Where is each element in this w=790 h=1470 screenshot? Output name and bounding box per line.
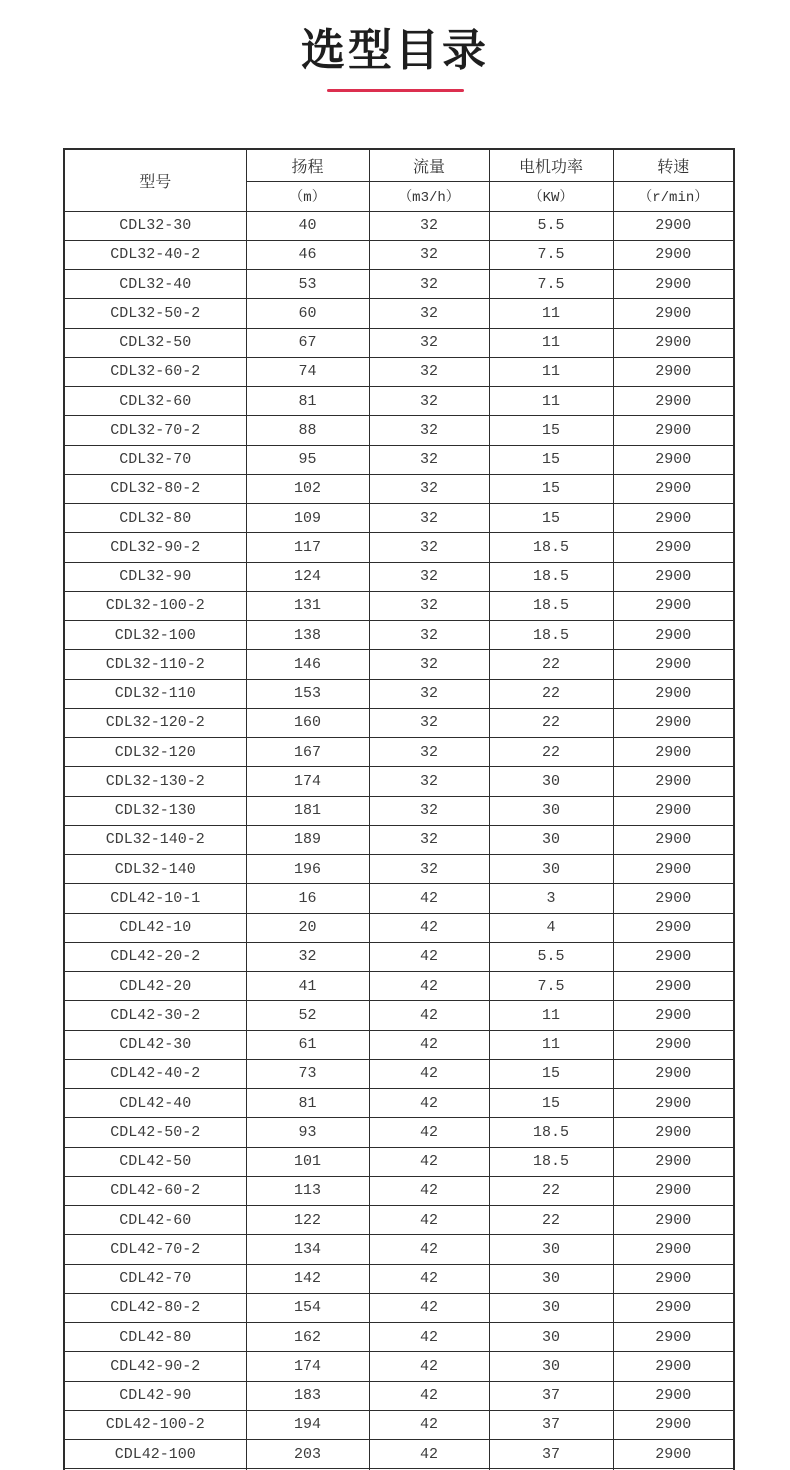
cell-model: CDL42-20-2 [64,942,246,971]
cell-head: 73 [246,1059,369,1088]
header-row-names [64,149,734,181]
cell-power: 15 [489,504,613,533]
cell-model: CDL32-100 [64,621,246,650]
cell-model: CDL32-50 [64,328,246,357]
table-row [64,679,734,708]
cell-flow: 32 [369,533,489,562]
cell-flow: 32 [369,767,489,796]
cell-model: CDL32-70-2 [64,416,246,445]
cell-head: 67 [246,328,369,357]
cell-model: CDL32-100-2 [64,591,246,620]
cell-model: CDL32-30 [64,211,246,240]
cell-power: 37 [489,1381,613,1410]
cell-speed: 2900 [613,972,734,1001]
cell-flow: 32 [369,270,489,299]
cell-speed: 2900 [613,708,734,737]
cell-model: CDL42-70 [64,1264,246,1293]
cell-flow: 32 [369,240,489,269]
table-row [64,972,734,1001]
cell-speed: 2900 [613,1118,734,1147]
cell-speed: 2900 [613,650,734,679]
cell-speed: 2900 [613,913,734,942]
cell-power: 15 [489,1059,613,1088]
table-row [64,328,734,357]
cell-speed: 2900 [613,387,734,416]
col-unit-speed: （r/min） [613,181,734,211]
cell-model: CDL42-70-2 [64,1235,246,1264]
cell-model: CDL32-90-2 [64,533,246,562]
cell-flow: 32 [369,357,489,386]
cell-flow: 42 [369,1059,489,1088]
cell-flow: 42 [369,884,489,913]
cell-head: 53 [246,270,369,299]
cell-head: 61 [246,1030,369,1059]
cell-model: CDL42-50-2 [64,1118,246,1147]
cell-head: 142 [246,1264,369,1293]
table-row [64,1176,734,1205]
cell-flow: 42 [369,1030,489,1059]
cell-flow: 42 [369,1089,489,1118]
cell-power: 15 [489,1089,613,1118]
cell-flow: 32 [369,416,489,445]
cell-model: CDL32-120 [64,738,246,767]
table-row [64,299,734,328]
cell-model: CDL32-70 [64,445,246,474]
cell-power: 5.5 [489,211,613,240]
page-title: 选型目录 [301,26,489,75]
cell-head: 162 [246,1323,369,1352]
cell-speed: 2900 [613,796,734,825]
cell-speed: 2900 [613,562,734,591]
cell-head: 32 [246,942,369,971]
cell-head: 146 [246,650,369,679]
cell-head: 46 [246,240,369,269]
cell-model: CDL32-40 [64,270,246,299]
table-row [64,913,734,942]
cell-flow: 42 [369,1147,489,1176]
cell-power: 37 [489,1410,613,1439]
cell-power: 11 [489,1001,613,1030]
cell-model: CDL32-60-2 [64,357,246,386]
table-row [64,1264,734,1293]
table-row [64,1118,734,1147]
cell-head: 41 [246,972,369,1001]
cell-flow: 32 [369,474,489,503]
cell-flow: 32 [369,562,489,591]
cell-speed: 2900 [613,328,734,357]
table-row [64,621,734,650]
cell-model: CDL42-100 [64,1440,246,1469]
cell-speed: 2900 [613,1323,734,1352]
cell-head: 117 [246,533,369,562]
cell-power: 15 [489,416,613,445]
cell-head: 102 [246,474,369,503]
cell-model: CDL42-60-2 [64,1176,246,1205]
col-header-power: 电机功率 [489,149,613,181]
cell-flow: 42 [369,1410,489,1439]
cell-head: 101 [246,1147,369,1176]
table-row [64,445,734,474]
table-row [64,855,734,884]
cell-speed: 2900 [613,855,734,884]
cell-power: 3 [489,884,613,913]
cell-speed: 2900 [613,1001,734,1030]
cell-flow: 32 [369,796,489,825]
cell-flow: 32 [369,621,489,650]
cell-model: CDL32-110-2 [64,650,246,679]
cell-power: 7.5 [489,972,613,1001]
cell-model: CDL42-40 [64,1089,246,1118]
cell-speed: 2900 [613,1264,734,1293]
cell-model: CDL32-110 [64,679,246,708]
cell-power: 37 [489,1440,613,1469]
cell-speed: 2900 [613,270,734,299]
col-header-head: 扬程 [246,149,369,181]
cell-speed: 2900 [613,416,734,445]
table-body [64,211,734,1470]
cell-power: 4 [489,913,613,942]
cell-model: CDL42-20 [64,972,246,1001]
cell-head: 154 [246,1293,369,1322]
table-row [64,1059,734,1088]
cell-power: 30 [489,1352,613,1381]
cell-speed: 2900 [613,1381,734,1410]
cell-flow: 32 [369,679,489,708]
cell-speed: 2900 [613,1059,734,1088]
table-row [64,1030,734,1059]
cell-power: 22 [489,1206,613,1235]
cell-head: 93 [246,1118,369,1147]
col-header-model: 型号 [64,149,246,211]
cell-power: 22 [489,708,613,737]
cell-power: 11 [489,1030,613,1059]
cell-power: 18.5 [489,562,613,591]
cell-power: 18.5 [489,1147,613,1176]
cell-speed: 2900 [613,357,734,386]
table-row [64,357,734,386]
table-row [64,1352,734,1381]
cell-head: 196 [246,855,369,884]
cell-model: CDL42-100-2 [64,1410,246,1439]
cell-power: 18.5 [489,591,613,620]
cell-head: 124 [246,562,369,591]
table-row [64,1323,734,1352]
cell-head: 189 [246,825,369,854]
cell-flow: 42 [369,1176,489,1205]
table-row [64,211,734,240]
cell-head: 174 [246,1352,369,1381]
cell-speed: 2900 [613,1235,734,1264]
cell-flow: 32 [369,825,489,854]
cell-flow: 42 [369,942,489,971]
cell-speed: 2900 [613,1440,734,1469]
cell-speed: 2900 [613,445,734,474]
cell-head: 138 [246,621,369,650]
table-row [64,1440,734,1469]
table-row [64,504,734,533]
selection-table [63,148,735,1470]
table-row [64,270,734,299]
cell-model: CDL32-60 [64,387,246,416]
title-block [0,0,790,92]
cell-head: 40 [246,211,369,240]
col-unit-power: （KW） [489,181,613,211]
cell-model: CDL32-80-2 [64,474,246,503]
table-row [64,767,734,796]
cell-power: 22 [489,1176,613,1205]
table-row [64,240,734,269]
cell-flow: 42 [369,1206,489,1235]
table-row [64,825,734,854]
table-row [64,650,734,679]
cell-speed: 2900 [613,621,734,650]
cell-flow: 42 [369,1440,489,1469]
table-row [64,796,734,825]
table-row [64,1293,734,1322]
cell-model: CDL32-130 [64,796,246,825]
cell-model: CDL32-120-2 [64,708,246,737]
cell-power: 5.5 [489,942,613,971]
cell-power: 18.5 [489,621,613,650]
cell-speed: 2900 [613,679,734,708]
cell-power: 22 [489,738,613,767]
cell-power: 30 [489,1293,613,1322]
cell-model: CDL42-80 [64,1323,246,1352]
cell-head: 20 [246,913,369,942]
table-row [64,387,734,416]
table-row [64,562,734,591]
cell-power: 11 [489,299,613,328]
cell-head: 174 [246,767,369,796]
cell-speed: 2900 [613,533,734,562]
cell-speed: 2900 [613,1147,734,1176]
cell-model: CDL32-130-2 [64,767,246,796]
cell-head: 109 [246,504,369,533]
cell-power: 30 [489,1323,613,1352]
cell-power: 11 [489,387,613,416]
cell-speed: 2900 [613,1410,734,1439]
cell-power: 30 [489,767,613,796]
cell-speed: 2900 [613,474,734,503]
cell-flow: 32 [369,387,489,416]
cell-speed: 2900 [613,1206,734,1235]
cell-head: 81 [246,387,369,416]
cell-speed: 2900 [613,1176,734,1205]
cell-model: CDL42-60 [64,1206,246,1235]
title-underline [327,89,464,92]
cell-model: CDL32-140-2 [64,825,246,854]
table-row [64,942,734,971]
col-header-speed: 转速 [613,149,734,181]
cell-power: 11 [489,328,613,357]
cell-head: 122 [246,1206,369,1235]
table-row [64,1381,734,1410]
cell-model: CDL42-50 [64,1147,246,1176]
cell-flow: 42 [369,1381,489,1410]
cell-head: 181 [246,796,369,825]
cell-model: CDL42-30-2 [64,1001,246,1030]
cell-flow: 42 [369,1352,489,1381]
cell-speed: 2900 [613,942,734,971]
cell-power: 30 [489,796,613,825]
cell-head: 52 [246,1001,369,1030]
cell-flow: 32 [369,855,489,884]
cell-speed: 2900 [613,299,734,328]
cell-power: 22 [489,679,613,708]
cell-power: 11 [489,357,613,386]
table-row [64,1089,734,1118]
cell-power: 15 [489,474,613,503]
cell-flow: 32 [369,328,489,357]
cell-power: 18.5 [489,533,613,562]
cell-model: CDL42-40-2 [64,1059,246,1088]
cell-head: 74 [246,357,369,386]
cell-flow: 42 [369,972,489,1001]
cell-head: 60 [246,299,369,328]
cell-flow: 42 [369,913,489,942]
cell-model: CDL42-80-2 [64,1293,246,1322]
cell-model: CDL42-90 [64,1381,246,1410]
cell-flow: 32 [369,211,489,240]
cell-model: CDL32-40-2 [64,240,246,269]
table-row [64,533,734,562]
cell-head: 134 [246,1235,369,1264]
cell-head: 113 [246,1176,369,1205]
cell-speed: 2900 [613,767,734,796]
table-row [64,1410,734,1439]
cell-head: 88 [246,416,369,445]
cell-head: 131 [246,591,369,620]
cell-flow: 42 [369,1001,489,1030]
table-row [64,591,734,620]
cell-flow: 32 [369,504,489,533]
cell-power: 30 [489,1235,613,1264]
col-header-flow: 流量 [369,149,489,181]
cell-flow: 32 [369,708,489,737]
table-row [64,1235,734,1264]
cell-model: CDL42-90-2 [64,1352,246,1381]
cell-head: 160 [246,708,369,737]
table-row [64,1001,734,1030]
cell-speed: 2900 [613,738,734,767]
cell-model: CDL32-50-2 [64,299,246,328]
cell-power: 7.5 [489,270,613,299]
table-row [64,416,734,445]
cell-flow: 42 [369,1323,489,1352]
cell-power: 30 [489,825,613,854]
cell-speed: 2900 [613,884,734,913]
cell-power: 18.5 [489,1118,613,1147]
cell-power: 22 [489,650,613,679]
cell-power: 30 [489,855,613,884]
cell-speed: 2900 [613,1293,734,1322]
cell-speed: 2900 [613,591,734,620]
cell-model: CDL42-30 [64,1030,246,1059]
cell-speed: 2900 [613,1352,734,1381]
cell-flow: 32 [369,445,489,474]
cell-speed: 2900 [613,1030,734,1059]
cell-speed: 2900 [613,240,734,269]
cell-head: 16 [246,884,369,913]
cell-head: 183 [246,1381,369,1410]
cell-flow: 32 [369,738,489,767]
cell-flow: 42 [369,1293,489,1322]
col-unit-flow: （m3/h） [369,181,489,211]
table-row [64,1147,734,1176]
col-unit-head: （m） [246,181,369,211]
table-row [64,474,734,503]
table-row [64,1206,734,1235]
cell-flow: 42 [369,1235,489,1264]
cell-model: CDL42-10-1 [64,884,246,913]
cell-flow: 32 [369,650,489,679]
cell-flow: 32 [369,591,489,620]
cell-flow: 42 [369,1264,489,1293]
cell-model: CDL42-10 [64,913,246,942]
cell-head: 153 [246,679,369,708]
cell-speed: 2900 [613,825,734,854]
cell-head: 167 [246,738,369,767]
cell-speed: 2900 [613,504,734,533]
table-row [64,708,734,737]
cell-flow: 32 [369,299,489,328]
table-row [64,738,734,767]
cell-head: 95 [246,445,369,474]
table-row [64,884,734,913]
cell-speed: 2900 [613,211,734,240]
cell-head: 81 [246,1089,369,1118]
cell-model: CDL32-90 [64,562,246,591]
cell-power: 15 [489,445,613,474]
cell-flow: 42 [369,1118,489,1147]
table-header [64,149,734,211]
cell-head: 203 [246,1440,369,1469]
cell-head: 194 [246,1410,369,1439]
cell-model: CDL32-140 [64,855,246,884]
cell-power: 30 [489,1264,613,1293]
cell-power: 7.5 [489,240,613,269]
cell-speed: 2900 [613,1089,734,1118]
cell-model: CDL32-80 [64,504,246,533]
